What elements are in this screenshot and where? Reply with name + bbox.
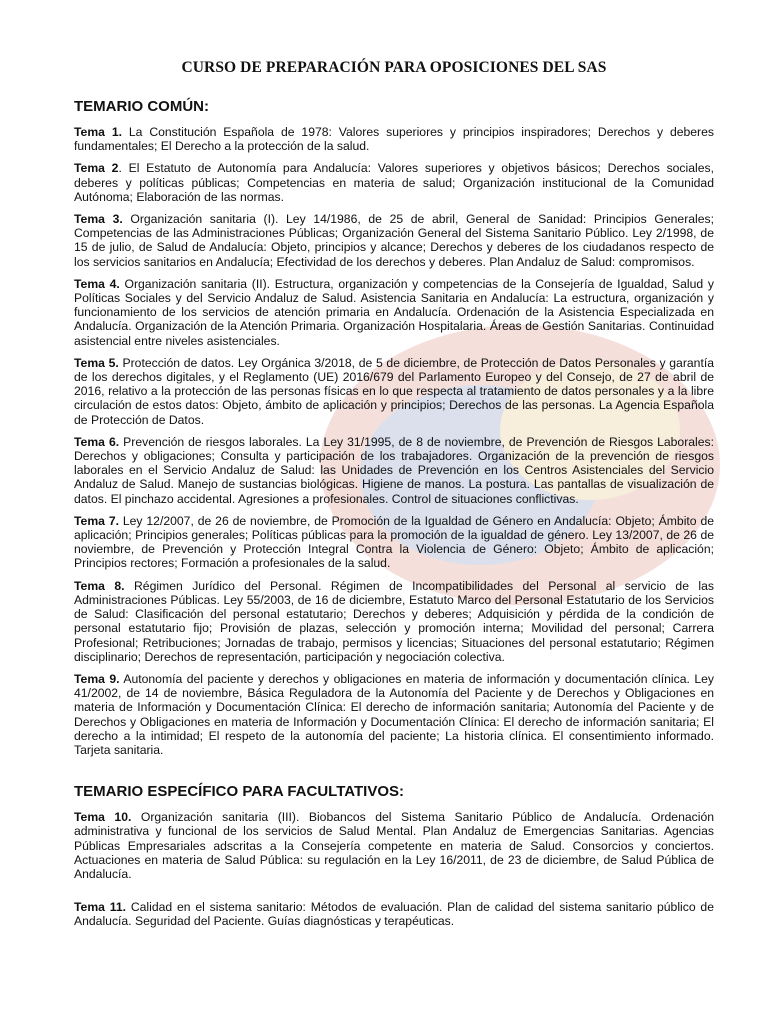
tema-6 [74,435,714,506]
tema-4 [74,277,714,348]
tema-3 [74,212,714,269]
document-title: CURSO DE PREPARACIÓN PARA OPOSICIONES DEL SAS [181,59,607,76]
tema-text: . El Estatuto de Autonomía para Andalucía: Valores superiores y objetivos básicos; Derechos sociales, deberes y políticas públicas; Competencias en materia de salud; Organización institucional de la Comunidad Autónoma; Elaboración de las normas. [74,161,714,204]
tema-text: Organización sanitaria (I). Ley 14/1986, de 25 de abril, General de Sanidad: Principios Generales; Competencias de las Administraciones Públicas; Organización General del Sistema Sanitario Público. Ley 2/1998, de 15 de julio, de Salud de Andalucía: Objeto, principios y alcance; Derechos y deberes de los ciudadanos respecto de los servicios sanitarios en Andalucía; Efectividad de los derechos y deberes. Plan Andaluz de Salud: compromisos. [74,212,714,269]
tema-text: Organización sanitaria (III). Biobancos del Sistema Sanitario Público de Andalucía. Ordenación administrativa y funcional de los servicios de Salud Mental. Plan Andaluz de Emergencias Sanitarias. Agencias Públicas Empresariales adscritas a la Consejería competente en materia de Salud. Consorcios y conciertos. Actuaciones en materia de Salud Pública: su regulación en la Ley 16/2011, de 23 de diciembre, de Salud Pública de Andalucía. [74,810,714,881]
tema-label: Tema 6. [74,434,120,449]
tema-label: Tema 4. [74,276,120,291]
tema-8 [74,579,714,664]
tema-text: Calidad en el sistema sanitario: Métodos de evaluación. Plan de calidad del sistema sanitario público de Andalucía. Seguridad del Paciente. Guías diagnósticas y terapéuticas. [74,900,714,929]
tema-label: Tema 8. [74,578,125,593]
tema-text: Organización sanitaria (II). Estructura, organización y competencias de la Consejería de Igualdad, Salud y Políticas Sociales y del Servicio Andaluz de Salud. Asistencia Sanitaria en Andalucía: La estructura, organización y funcionamiento de los servicios de atención primaria en Andalucía. Ordenación de la Asistencia Especializada en Andalucía. Organización de la Atención Primaria. Organización Hospitalaria. Áreas de Gestión Sanitarias. Continuidad asistencial entre niveles asistenciales. [74,276,714,348]
tema-text: Protección de datos. Ley Orgánica 3/2018, de 5 de diciembre, de Protección de Datos Personales y garantía de los derechos digitales, y el Reglamento (UE) 2016/679 del Parlamento Europeo y del Consejo, de 27 de abril de 2016, relativo a la protección de las personas físicas en lo que respecta al tratamiento de datos personales y a la libre circulación de estos datos: Objeto, ámbito de aplicación y principios; Derechos de las personas. La Agencia Española de Protección de Datos. [74,355,714,427]
tema-text: Régimen Jurídico del Personal. Régimen de Incompatibilidades del Personal al servicio de las Administraciones Públicas. Ley 55/2003, de 16 de diciembre, Estatuto Marco del Personal Estatutario de los Servicios de Salud: Clasificación del personal estatutario; Derechos y deberes; Adquisición y pérdida de la condición de personal estatutario fijo; Provisión de plazas, selección y promoción interna; Movilidad del personal; Carrera Profesional; Retribuciones; Jornadas de trabajo, permisos y licencias; Situaciones del personal estatutario; Régimen disciplinario; Derechos de representación, participación y negociación colectiva. [74,578,715,664]
section-title-temario-comun: TEMARIO COMÚN: [74,98,209,115]
document-page [74,0,714,929]
tema-2 [74,161,714,204]
tema-text: Autonomía del paciente y derechos y obligaciones en materia de información y documentación clínica. Ley 41/2002, de 14 de noviembre, Básica Reguladora de la Autonomía del Paciente y de Derechos y Obligaciones en materia de Información y Documentación Clínica: El derecho de información sanitaria; Autonomía del Paciente y de Derechos y Obligaciones en materia de Información y Documentación Clínica: El derecho de información sanitaria; El derecho a la intimidad; El respeto de la autonomía del paciente; La historia clínica. El consentimiento informado. Tarjeta sanitaria. [74,671,714,757]
tema-label: Tema 3. [74,212,123,227]
tema-label: Tema 9. [74,671,120,686]
tema-text: Ley 12/2007, de 26 de noviembre, de Promoción de la Igualdad de Género en Andalucía: Objeto; Ámbito de aplicación; Principios generales; Políticas públicas para la promoción de la igualdad de género. Ley 13/2007, de 26 de noviembre, de Prevención y Protección Integral Contra la Violencia de Género: Objeto; Ámbito de aplicación; Principios rectores; Formación a profesionales de la salud. [74,513,715,571]
tema-10 [74,810,714,881]
tema-label: Tema 11. [74,900,127,915]
tema-5 [74,356,714,427]
tema-text: La Constitución Española de 1978: Valores superiores y principios inspiradores; Derechos y deberes fundamentales; El Derecho a la protección de la salud. [74,125,714,154]
tema-1 [74,125,714,153]
tema-label: Tema 5. [74,355,119,370]
tema-label: Tema 7. [74,513,119,528]
tema-label: Tema 1. [74,125,122,139]
section-title-temario-especifico: TEMARIO ESPECÍFICO PARA FACULTATIVOS: [74,783,404,801]
tema-text: Prevención de riesgos laborales. La Ley 31/1995, de 8 de noviembre, de Prevención de Riesgos Laborales: Derechos y obligaciones; Consulta y participación de los trabajadores. Organización de la prevención de riesgos laborales en el Servicio Andaluz de Salud: las Unidades de Prevención en los Centros Asistenciales del Servicio Andaluz de Salud. Manejo de sustancias biológicas. Higiene de manos. La postura. Las pantallas de visualización de datos. El pinchazo accidental. Agresiones a profesionales. Control de situaciones conflictivas. [74,434,714,506]
tema-9 [74,672,714,757]
tema-label: Tema 10. [74,810,132,825]
tema-label: Tema 2 [74,161,119,176]
tema-7 [74,514,714,571]
tema-11 [74,900,714,928]
